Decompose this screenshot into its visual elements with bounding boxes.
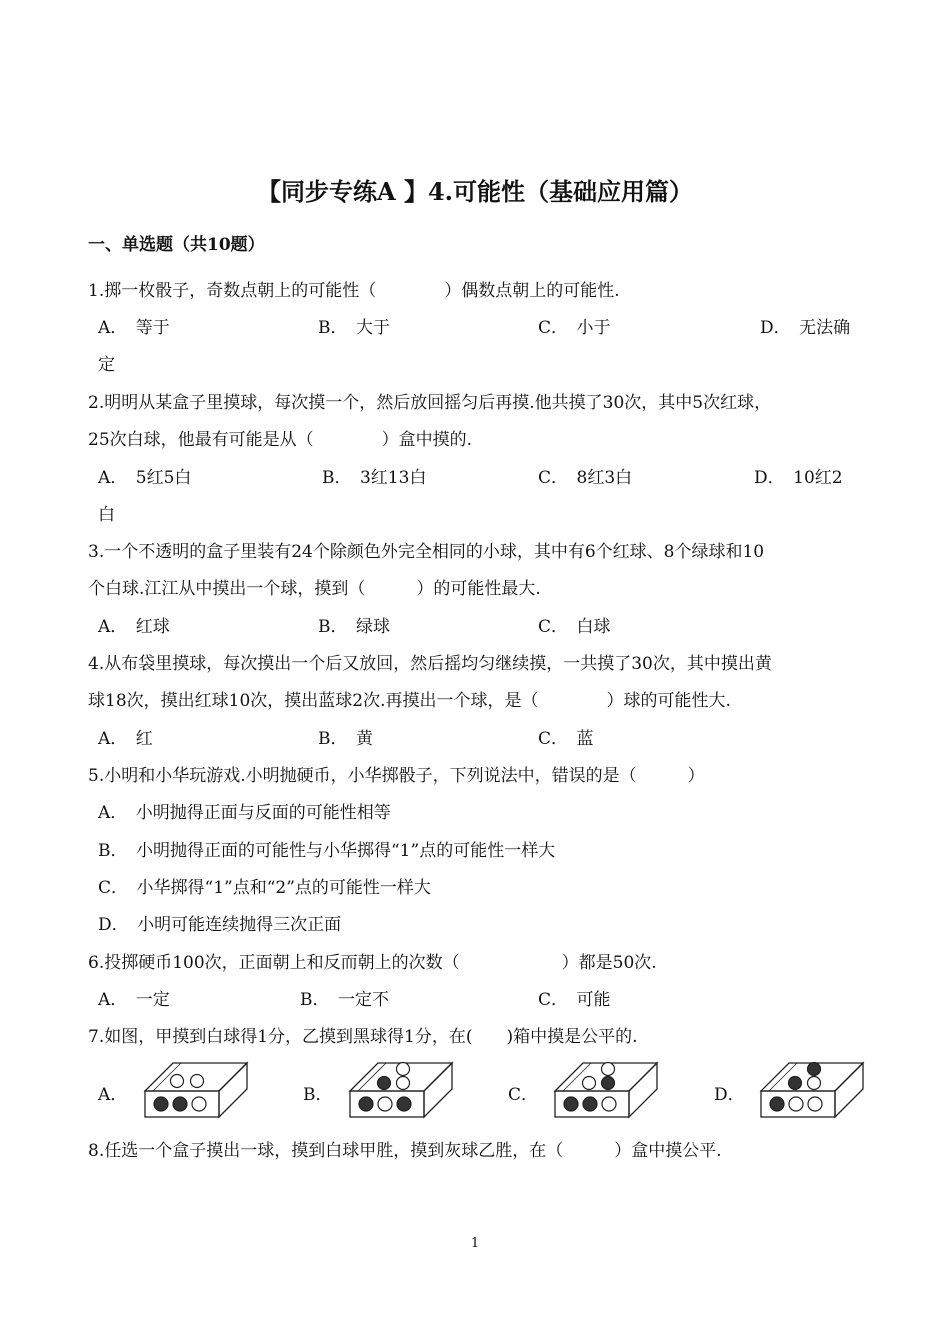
- box-c-figure: [553, 1059, 659, 1119]
- question-3-option-a: A． 红球: [98, 617, 170, 637]
- question-4-option-c: C． 蓝: [538, 729, 594, 749]
- question-2-option-c: C． 8红3白: [538, 468, 633, 488]
- question-2-option-d-wrap: 白: [98, 505, 115, 525]
- question-3-option-b: B． 绿球: [318, 617, 390, 637]
- question-4-option-b: B． 黄: [318, 729, 373, 749]
- question-5-option-b: B． 小明抛得正面的可能性与小华掷得“1”点的可能性一样大: [98, 841, 556, 861]
- box-b-figure: [348, 1059, 454, 1119]
- question-6-option-a: A． 一定: [98, 990, 170, 1010]
- question-8-stem: 8.任选一个盒子摸出一球，摸到白球甲胜，摸到灰球乙胜，在（ ）盒中摸公平.: [88, 1141, 722, 1161]
- question-6-option-b: B． 一定不: [300, 990, 389, 1010]
- question-3-line-1: 3.一个不透明的盒子里装有24个除颜色外完全相同的小球，其中有6个红球、8个绿球和10: [88, 542, 765, 562]
- question-1-option-b: B． 大于: [318, 318, 390, 338]
- question-7-option-d: D．: [714, 1085, 745, 1105]
- section-heading: 一、单选题（共10题）: [88, 235, 265, 255]
- question-5-option-d: D． 小明可能连续抛得三次正面: [98, 915, 342, 935]
- question-3-line-2: 个白球.江江从中摸出一个球，摸到（ ）的可能性最大.: [88, 579, 541, 599]
- question-1-option-c: C． 小于: [538, 318, 611, 338]
- box-a-figure: [143, 1059, 249, 1119]
- question-5-stem: 5.小明和小华玩游戏.小明抛硬币，小华掷骰子，下列说法中，错误的是（ ）: [88, 766, 705, 786]
- question-2-option-a: A． 5红5白: [98, 468, 192, 488]
- question-1-option-d: D． 无法确: [760, 318, 851, 338]
- question-5-option-c: C． 小华掷得“1”点和“2”点的可能性一样大: [98, 878, 431, 898]
- box-d-figure: [759, 1059, 865, 1119]
- question-1-stem: 1.掷一枚骰子，奇数点朝上的可能性（ ）偶数点朝上的可能性.: [88, 281, 620, 301]
- document-title: 【同步专练A 】4.可能性（基础应用篇）: [256, 177, 694, 206]
- question-2-option-b: B． 3红13白: [322, 468, 427, 488]
- question-6-stem: 6.投掷硬币100次，正面朝上和反而朝上的次数（ ）都是50次.: [88, 953, 657, 973]
- page-number: 1: [470, 1236, 480, 1251]
- question-5-option-a: A． 小明抛得正面与反面的可能性相等: [98, 803, 391, 823]
- question-6-option-c: C． 可能: [538, 990, 611, 1010]
- question-7-stem: 7.如图，甲摸到白球得1分，乙摸到黑球得1分，在( )箱中摸是公平的.: [88, 1027, 638, 1047]
- question-2-option-d: D． 10红2: [754, 468, 843, 488]
- question-7-option-b: B．: [303, 1085, 333, 1105]
- question-7-option-c: C．: [508, 1085, 539, 1105]
- question-1-option-d-wrap: 定: [98, 355, 115, 375]
- question-7-option-a: A．: [98, 1085, 128, 1105]
- question-1-option-a: A． 等于: [98, 318, 170, 338]
- question-4-line-1: 4.从布袋里摸球，每次摸出一个后又放回，然后摇均匀继续摸，一共摸了30次，其中摸出黄: [88, 654, 772, 674]
- question-2-line-1: 2.明明从某盒子里摸球，每次摸一个，然后放回摇匀后再摸.他共摸了30次，其中5次红球，: [88, 393, 772, 413]
- question-3-option-c: C． 白球: [538, 617, 611, 637]
- question-4-option-a: A． 红: [98, 729, 153, 749]
- question-4-line-2: 球18次，摸出红球10次，摸出蓝球2次.再摸出一个球，是（ ）球的可能性大.: [88, 691, 731, 711]
- question-2-line-2: 25次白球，他最有可能是从（ ）盒中摸的.: [88, 430, 473, 450]
